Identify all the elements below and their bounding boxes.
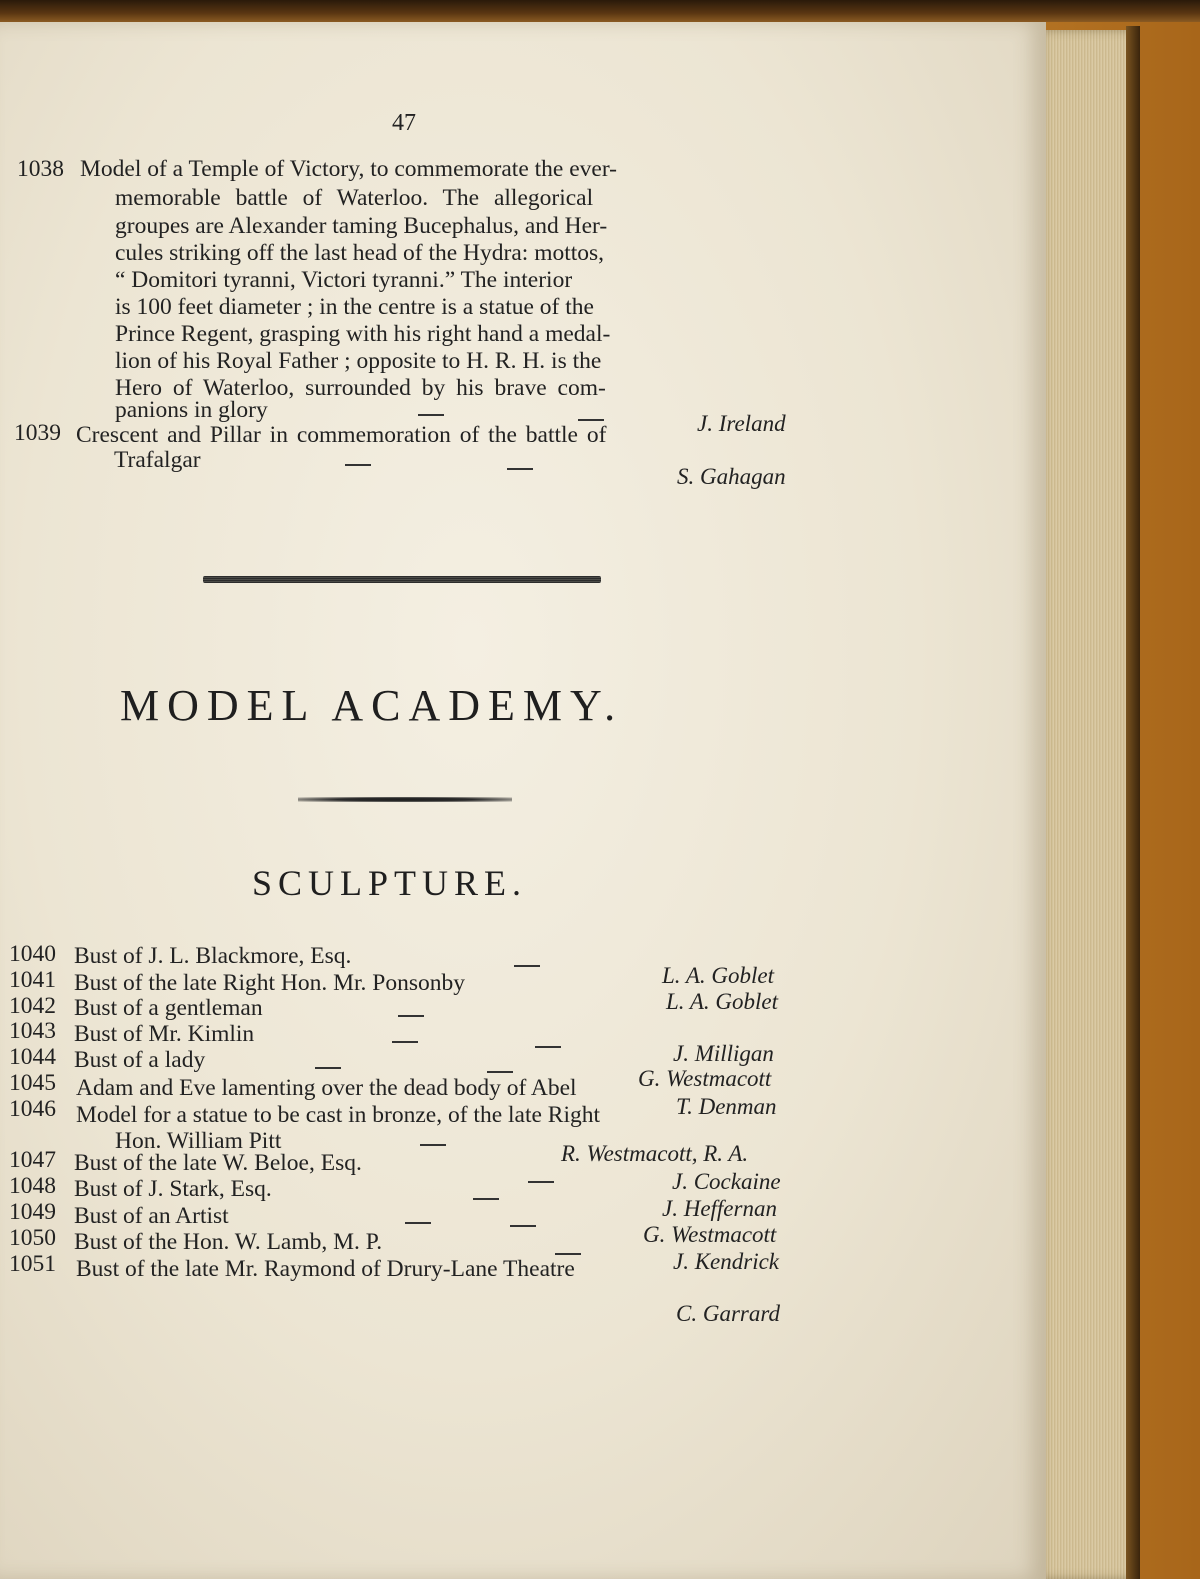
entry-text-line: panions in glory (115, 397, 268, 423)
entry-text: Bust of a lady (74, 1047, 206, 1073)
page-number: 47 (392, 110, 416, 136)
artist-name: T. Denman (676, 1094, 777, 1119)
artist-name: C. Garrard (676, 1301, 780, 1326)
artist-name: J. Heffernan (662, 1196, 777, 1221)
artist-name: L. A. Goblet (666, 989, 779, 1014)
entry-number: 1048 (9, 1173, 56, 1199)
leader-dash (535, 1046, 561, 1048)
leader-dash (578, 419, 604, 421)
entry-text: Bust of the late Mr. Raymond of Drury-Lane Theatre (76, 1256, 575, 1282)
subsection-heading: SCULPTURE. (252, 863, 528, 903)
leader-dash (418, 414, 444, 416)
fore-edge-shadow (1126, 26, 1140, 1579)
entry-number: 1038 (17, 156, 64, 182)
leader-dash (528, 1181, 554, 1183)
entry-text: Bust of J. L. Blackmore, Esq. (74, 943, 352, 969)
artist-name: J. Milligan (673, 1041, 774, 1066)
entry-text: Bust of a gentleman (74, 995, 263, 1021)
entry-text-line: Trafalgar (114, 447, 201, 473)
heading-rule (298, 797, 512, 802)
entry-text-line: lion of his Royal Father ; opposite to H. R. H. is the (115, 348, 602, 374)
leader-dash (555, 1253, 581, 1255)
entry-number: 1042 (9, 993, 56, 1019)
entry-number: 1043 (9, 1018, 56, 1044)
entry-text-line: Model of a Temple of Victory, to commemorate the ever- (80, 156, 618, 182)
section-rule (203, 576, 601, 583)
entry-number: 1047 (9, 1147, 56, 1173)
leader-dash (392, 1041, 418, 1043)
artist-name: J. Ireland (697, 411, 786, 436)
artist-name: R. Westmacott, R. A. (561, 1141, 749, 1166)
book-top-edge (0, 0, 1200, 22)
entry-text-line: Prince Regent, grasping with his right hand a medal- (115, 321, 611, 347)
artist-name: S. Gahagan (677, 464, 786, 489)
leader-dash (315, 1067, 341, 1069)
entry-text: Adam and Eve lamenting over the dead body of Abel (76, 1075, 577, 1101)
artist-name: L. A. Goblet (662, 963, 775, 988)
entry-text-line: memorable battle of Waterloo. The allegorical (115, 185, 594, 211)
leader-dash (405, 1222, 431, 1224)
entry-text-continuation: Hon. William Pitt (115, 1128, 282, 1154)
entry-number: 1051 (9, 1251, 56, 1277)
leader-dash (510, 1225, 536, 1227)
entry-number: 1045 (9, 1070, 56, 1096)
entry-text: Bust of an Artist (74, 1203, 229, 1229)
leader-dash (345, 464, 371, 466)
entry-number: 1049 (9, 1199, 56, 1225)
entry-text: Bust of J. Stark, Esq. (74, 1176, 272, 1202)
section-heading: MODEL ACADEMY. (120, 681, 624, 730)
entry-text: Bust of the Hon. W. Lamb, M. P. (74, 1229, 383, 1255)
entry-number: 1040 (9, 941, 56, 967)
entry-text: Bust of the late W. Beloe, Esq. (74, 1150, 362, 1176)
entry-text-line: Hero of Waterloo, surrounded by his brave com- (115, 375, 606, 401)
entry-number: 1050 (9, 1225, 56, 1251)
page-fore-edge (1036, 30, 1134, 1579)
leader-dash (420, 1144, 446, 1146)
leader-dash (473, 1198, 499, 1200)
artist-name: G. Westmacott (643, 1222, 777, 1247)
entry-number: 1041 (9, 967, 56, 993)
entry-number: 1046 (9, 1096, 56, 1122)
entry-text-line: Crescent and Pillar in commemoration of the battle of (76, 422, 607, 448)
leader-dash (514, 965, 540, 967)
leader-dash (507, 468, 533, 470)
entry-text: Bust of the late Right Hon. Mr. Ponsonby (74, 970, 466, 996)
entry-text-line: is 100 feet diameter ; in the centre is a statue of the (115, 294, 594, 320)
entry-number: 1044 (9, 1044, 56, 1070)
entry-number: 1039 (14, 420, 61, 446)
entry-text-line: “ Domitori tyranni, Victori tyranni.” The interior (115, 267, 573, 293)
artist-name: J. Cockaine (672, 1169, 781, 1194)
artist-name: J. Kendrick (673, 1249, 780, 1274)
entry-text-line: groupes are Alexander taming Bucephalus, and Her- (115, 213, 608, 239)
entry-text: Bust of Mr. Kimlin (74, 1021, 255, 1047)
leader-dash (487, 1071, 513, 1073)
entry-text: Model for a statue to be cast in bronze, of the late Right (76, 1102, 601, 1128)
leader-dash (398, 1015, 424, 1017)
entry-text-line: cules striking off the last head of the Hydra: mottos, (115, 240, 605, 266)
artist-name: G. Westmacott (638, 1066, 772, 1091)
